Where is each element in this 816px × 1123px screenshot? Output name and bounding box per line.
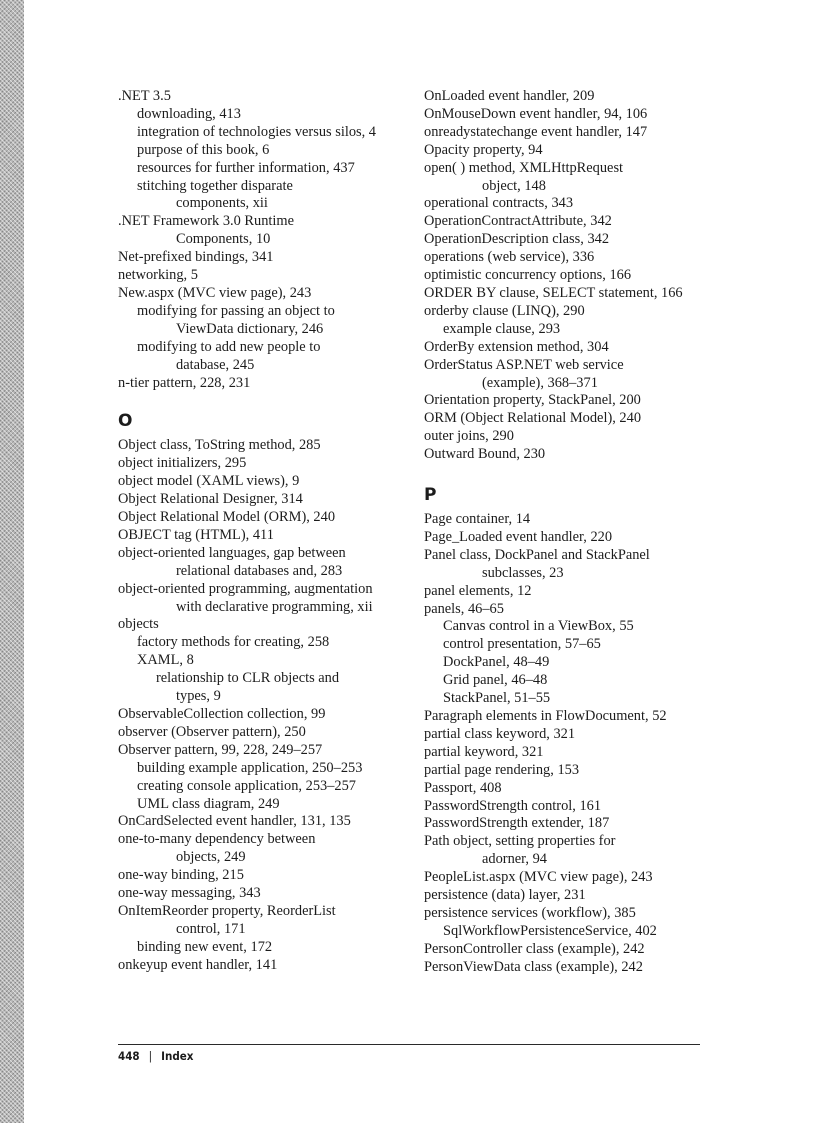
index-entry: OrderBy extension method, 304 (424, 338, 609, 355)
index-entry: factory methods for creating, 258 (137, 634, 330, 651)
index-entry: relationship to CLR objects and (156, 670, 340, 687)
index-entry: Object Relational Designer, 314 (118, 491, 303, 508)
index-entry: persistence services (workflow), 385 (424, 904, 636, 921)
index-entry: Orientation property, StackPanel, 200 (424, 392, 641, 409)
index-entry: Canvas control in a ViewBox, 55 (443, 618, 634, 635)
index-entry: Observer pattern, 99, 228, 249–257 (118, 741, 323, 758)
index-entry: Opacity property, 94 (424, 141, 543, 158)
index-entry: onreadystatechange event handler, 147 (424, 123, 648, 140)
index-entry: OrderStatus ASP.NET web service (424, 356, 624, 373)
footer-separator: | (148, 1049, 153, 1063)
footer-section-title: Index (161, 1049, 194, 1063)
book-spine-edge (0, 0, 24, 1123)
index-entry: New.aspx (MVC view page), 243 (118, 284, 312, 301)
index-entry: object-oriented programming, augmentation (118, 580, 373, 597)
index-entry: Net-prefixed bindings, 341 (118, 249, 274, 266)
index-entry: ORM (Object Relational Model), 240 (424, 410, 642, 427)
index-entry: creating console application, 253–257 (137, 777, 356, 794)
index-group-net (118, 88, 400, 392)
index-entry-continuation: ViewData dictionary, 246 (176, 320, 324, 337)
index-entry: XAML, 8 (137, 652, 194, 669)
index-entry: object initializers, 295 (118, 455, 247, 472)
index-entry-continuation: (example), 368–371 (482, 374, 598, 391)
index-entry: Path object, setting properties for (424, 833, 616, 850)
index-entry: Page_Loaded event handler, 220 (424, 528, 613, 545)
index-entry: partial keyword, 321 (424, 743, 544, 760)
index-column-right (424, 88, 716, 977)
index-entry: open( ) method, XMLHttpRequest (424, 159, 624, 176)
index-entry: example clause, 293 (443, 320, 561, 337)
index-entry: integration of technologies versus silos, 4 (137, 123, 377, 140)
index-entry: n-tier pattern, 228, 231 (118, 374, 251, 391)
index-entry-continuation: objects, 249 (176, 849, 246, 866)
index-entry: DockPanel, 48–49 (443, 654, 550, 671)
index-entry: .NET 3.5 (118, 88, 171, 104)
index-entry: OnCardSelected event handler, 131, 135 (118, 813, 351, 830)
index-entry: Object Relational Model (ORM), 240 (118, 509, 336, 526)
index-entry-continuation: relational databases and, 283 (176, 562, 343, 579)
index-column-left (118, 88, 400, 975)
index-entry: stitching together disparate (137, 177, 293, 194)
index-entry-continuation: object, 148 (482, 177, 546, 194)
index-entry: onkeyup event handler, 141 (118, 956, 278, 973)
index-entry: .NET Framework 3.0 Runtime (118, 213, 294, 230)
index-entry: networking, 5 (118, 267, 198, 284)
page-footer (118, 1049, 193, 1063)
index-entry: panels, 46–65 (424, 600, 504, 617)
index-entry: SqlWorkflowPersistenceService, 402 (443, 922, 657, 939)
index-entry: PersonController class (example), 242 (424, 940, 645, 957)
index-entry: operational contracts, 343 (424, 195, 574, 212)
index-entry: UML class diagram, 249 (137, 795, 280, 812)
section-letter-o: O (118, 411, 133, 432)
index-entry: OperationDescription class, 342 (424, 231, 610, 248)
index-entry-continuation: control, 171 (176, 920, 246, 937)
index-entry: Passport, 408 (424, 779, 502, 796)
index-entry: outer joins, 290 (424, 428, 514, 445)
index-entry: OBJECT tag (HTML), 411 (118, 526, 274, 543)
index-entry-continuation: types, 9 (176, 688, 221, 705)
index-entry: panel elements, 12 (424, 582, 532, 599)
index-entry: binding new event, 172 (137, 938, 273, 955)
index-entry-continuation: adorner, 94 (482, 851, 547, 868)
index-entry: PasswordStrength control, 161 (424, 797, 602, 814)
index-entry: Paragraph elements in FlowDocument, 52 (424, 708, 667, 724)
index-entry: Object class, ToString method, 285 (118, 437, 321, 454)
index-entry: partial class keyword, 321 (424, 725, 576, 742)
index-entry: Outward Bound, 230 (424, 446, 546, 463)
index-entry: PeopleList.aspx (MVC view page), 243 (424, 869, 653, 886)
index-entry: OnLoaded event handler, 209 (424, 88, 595, 104)
index-entry: OperationContractAttribute, 342 (424, 213, 612, 230)
index-entry: object-oriented languages, gap between (118, 544, 346, 561)
index-entry-continuation: components, xii (176, 195, 268, 212)
index-entry: observer (Observer pattern), 250 (118, 723, 306, 740)
index-entry-continuation: Components, 10 (176, 231, 271, 248)
index-entry: ORDER BY clause, SELECT statement, 166 (424, 284, 683, 301)
index-entry: operations (web service), 336 (424, 249, 595, 266)
index-entry: objects (118, 616, 159, 633)
index-entry: modifying to add new people to (137, 338, 321, 355)
index-entry: ObservableCollection collection, 99 (118, 706, 326, 722)
index-entry-continuation: database, 245 (176, 356, 255, 373)
index-entry: orderby clause (LINQ), 290 (424, 302, 585, 319)
index-entry: partial page rendering, 153 (424, 761, 580, 778)
index-entry: downloading, 413 (137, 105, 241, 122)
index-entry: one-to-many dependency between (118, 831, 316, 848)
footer-rule (118, 1044, 700, 1045)
section-letter-p: P (424, 485, 437, 506)
index-entry: OnItemReorder property, ReorderList (118, 902, 336, 919)
index-group-p (424, 511, 716, 977)
index-entry: one-way binding, 215 (118, 867, 244, 884)
index-entry-continuation: with declarative programming, xii (176, 598, 373, 615)
index-entry: Grid panel, 46–48 (443, 672, 548, 689)
index-group-o-continued (424, 88, 716, 464)
page-number: 448 (118, 1049, 140, 1063)
index-entry: modifying for passing an object to (137, 302, 335, 319)
index-entry: PasswordStrength extender, 187 (424, 815, 610, 832)
index-entry: persistence (data) layer, 231 (424, 887, 586, 904)
index-entry: object model (XAML views), 9 (118, 473, 300, 490)
index-group-o (118, 437, 400, 974)
index-entry: PersonViewData class (example), 242 (424, 958, 643, 975)
index-entry: building example application, 250–253 (137, 759, 363, 776)
index-entry: Panel class, DockPanel and StackPanel (424, 546, 650, 563)
index-entry: OnMouseDown event handler, 94, 106 (424, 105, 648, 122)
index-entry: one-way messaging, 343 (118, 885, 261, 902)
index-entry: Page container, 14 (424, 511, 531, 528)
index-entry: control presentation, 57–65 (443, 636, 601, 653)
index-entry: purpose of this book, 6 (137, 141, 270, 158)
index-entry-continuation: subclasses, 23 (482, 564, 564, 581)
index-entry: resources for further information, 437 (137, 159, 355, 176)
index-entry: StackPanel, 51–55 (443, 690, 551, 707)
index-entry: optimistic concurrency options, 166 (424, 267, 632, 284)
